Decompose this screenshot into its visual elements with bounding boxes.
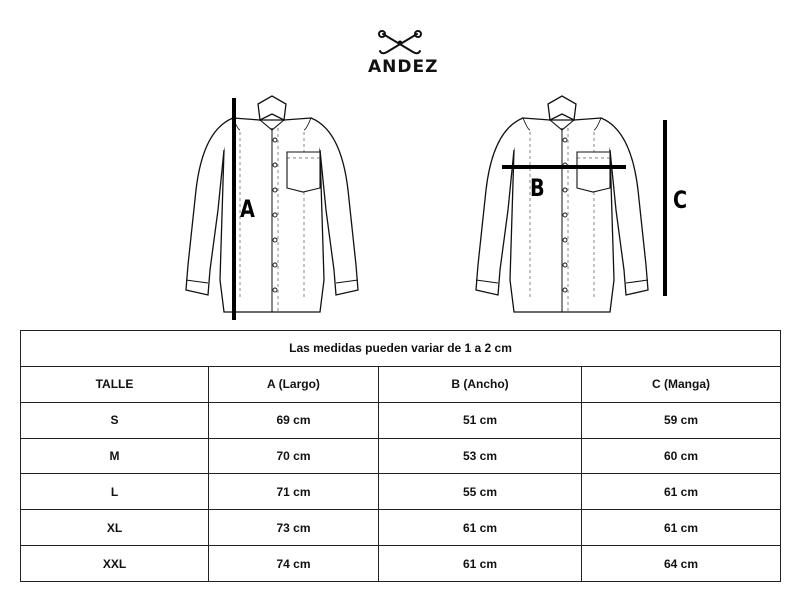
largo-cell: 69 cm bbox=[209, 402, 379, 438]
table-row bbox=[21, 474, 781, 510]
front-shirt-drawing bbox=[186, 96, 358, 312]
crossed-safety-pins-icon bbox=[377, 30, 423, 56]
size-cell: L bbox=[21, 474, 209, 510]
size-cell: XL bbox=[21, 510, 209, 546]
manga-cell: 61 cm bbox=[582, 510, 781, 546]
largo-cell: 74 cm bbox=[209, 546, 379, 582]
largo-cell: 71 cm bbox=[209, 474, 379, 510]
measurement-note: Las medidas pueden variar de 1 a 2 cm bbox=[21, 331, 781, 367]
ancho-cell: 53 cm bbox=[379, 438, 582, 474]
back-shirt-drawing bbox=[476, 96, 648, 312]
ancho-cell: 55 cm bbox=[379, 474, 582, 510]
manga-cell: 59 cm bbox=[582, 402, 781, 438]
ancho-cell: 51 cm bbox=[379, 402, 582, 438]
header-cell-ancho: B (Ancho) bbox=[379, 366, 582, 402]
table-row bbox=[21, 546, 781, 582]
table-row bbox=[21, 438, 781, 474]
ancho-cell: 61 cm bbox=[379, 510, 582, 546]
largo-cell: 73 cm bbox=[209, 510, 379, 546]
table-row bbox=[21, 510, 781, 546]
table-row bbox=[21, 402, 781, 438]
manga-cell: 64 cm bbox=[582, 546, 781, 582]
header-cell-talle: TALLE bbox=[21, 366, 209, 402]
header-cell-largo: A (Largo) bbox=[209, 366, 379, 402]
size-chart-table bbox=[20, 330, 781, 582]
size-cell: M bbox=[21, 438, 209, 474]
size-cell: XXL bbox=[21, 546, 209, 582]
header-row bbox=[21, 366, 781, 402]
measure-label-b: B bbox=[530, 174, 545, 202]
header-cell-manga: C (Manga) bbox=[582, 366, 781, 402]
largo-cell: 70 cm bbox=[209, 438, 379, 474]
manga-cell: 61 cm bbox=[582, 474, 781, 510]
brand-logo bbox=[368, 30, 439, 80]
manga-cell: 60 cm bbox=[582, 438, 781, 474]
brand-name: ANDEZ bbox=[368, 57, 439, 77]
note-row bbox=[21, 331, 781, 367]
measure-label-a: A bbox=[240, 195, 255, 223]
ancho-cell: 61 cm bbox=[379, 546, 582, 582]
measure-label-c: C bbox=[673, 186, 688, 214]
size-cell: S bbox=[21, 402, 209, 438]
